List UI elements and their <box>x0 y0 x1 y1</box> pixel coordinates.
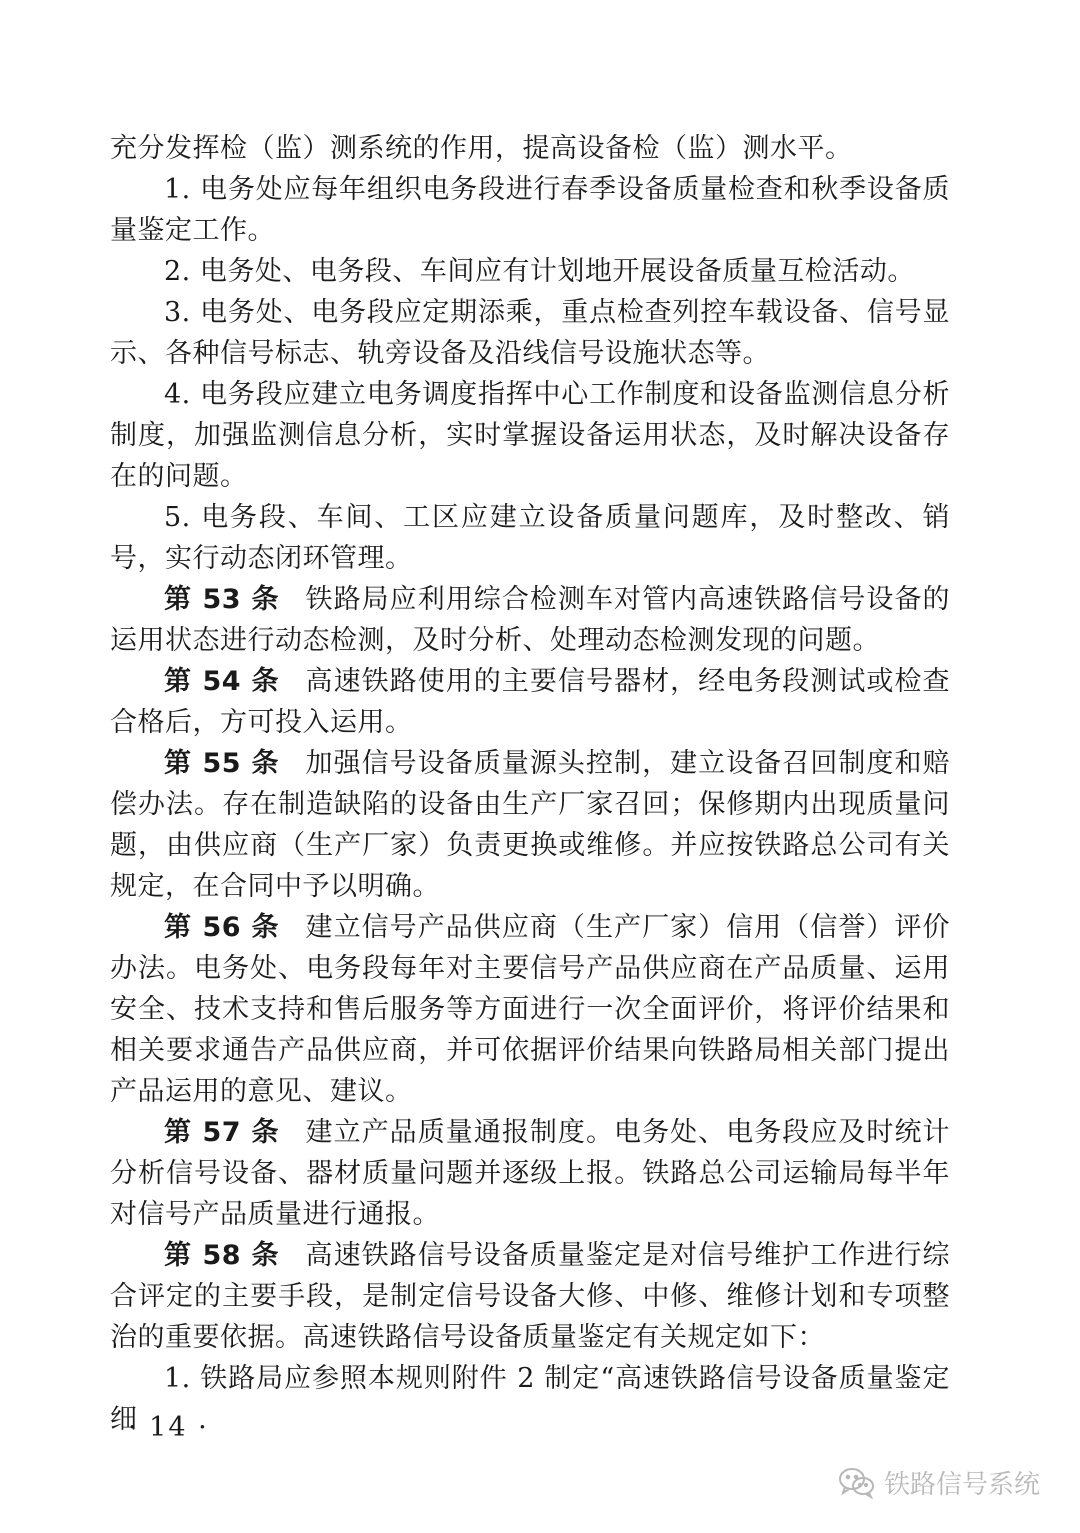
list-item-3: 3. 电务处、电务段应定期添乘，重点检查列控车载设备、信号显示、各种信号标志、轨旁设备及沿线信号设施状态等。 <box>110 297 950 369</box>
article-55 <box>110 743 950 907</box>
paragraph-continuation: 充分发挥检（监）测系统的作用，提高设备检（监）测水平。 <box>110 133 853 164</box>
body-text <box>110 128 950 1440</box>
page-number: · 14 · <box>128 1412 209 1443</box>
article-number: 第 53 条 <box>164 584 280 615</box>
article-text: 铁路局应利用综合检测车对管内高速铁路信号设备的运用状态进行动态检测，及时分析、处理动态检测发现的问题。 <box>110 584 950 656</box>
article-53 <box>110 579 950 661</box>
article-text: 建立产品质量通报制度。电务处、电务段应及时统计分析信号设备、器材质量问题并逐级上报。铁路总公司运输局每半年对信号产品质量进行通报。 <box>110 1117 950 1230</box>
article-text: 建立信号产品供应商（生产厂家）信用（信誉）评价办法。电务处、电务段每年对主要信号产品供应商在产品质量、运用安全、技术支持和售后服务等方面进行一次全面评价，将评价结果和相关要求通告产品供应商，并可依据评价结果向铁路局相关部门提出产品运用的意见、建议。 <box>110 912 950 1107</box>
article-text: 高速铁路使用的主要信号器材，经电务段测试或检查合格后，方可投入运用。 <box>110 666 950 738</box>
article-number: 第 55 条 <box>164 748 280 779</box>
watermark-text: 铁路信号系统 <box>884 1470 1041 1500</box>
list-item-2: 2. 电务处、电务段、车间应有计划地开展设备质量互检活动。 <box>164 256 915 287</box>
article-57 <box>110 1112 950 1235</box>
article-number: 第 58 条 <box>164 1240 280 1271</box>
article-text: 高速铁路信号设备质量鉴定是对信号维护工作进行综合评定的主要手段，是制定信号设备大修、中修、维修计划和专项整治的重要依据。高速铁路信号设备质量鉴定有关规定如下： <box>110 1240 950 1353</box>
list-item-5: 5. 电务段、车间、工区应建立设备质量问题库，及时整改、销号，实行动态闭环管理。 <box>110 502 950 574</box>
article-number: 第 54 条 <box>164 666 280 697</box>
article-54 <box>110 661 950 743</box>
wechat-icon <box>838 1467 876 1499</box>
list-item-58-1: 1. 铁路局应参照本规则附件 2 制定“高速铁路信号设备质量鉴定细 <box>110 1363 950 1435</box>
list-item-4: 4. 电务段应建立电务调度指挥中心工作制度和设备监测信息分析制度，加强监测信息分析，实时掌握设备运用状态，及时解决设备存在的问题。 <box>110 379 950 492</box>
watermark <box>838 1464 1040 1501</box>
article-number: 第 56 条 <box>164 912 280 943</box>
article-56 <box>110 907 950 1112</box>
article-text: 加强信号设备质量源头控制，建立设备召回制度和赔偿办法。存在制造缺陷的设备由生产厂家召回；保修期内出现质量问题，由供应商（生产厂家）负责更换或维修。并应按铁路总公司有关规定，在合同中予以明确。 <box>110 748 950 902</box>
article-number: 第 57 条 <box>164 1117 280 1148</box>
list-item-1: 1. 电务处应每年组织电务段进行春季设备质量检查和秋季设备质量鉴定工作。 <box>110 174 950 246</box>
article-58 <box>110 1235 950 1358</box>
